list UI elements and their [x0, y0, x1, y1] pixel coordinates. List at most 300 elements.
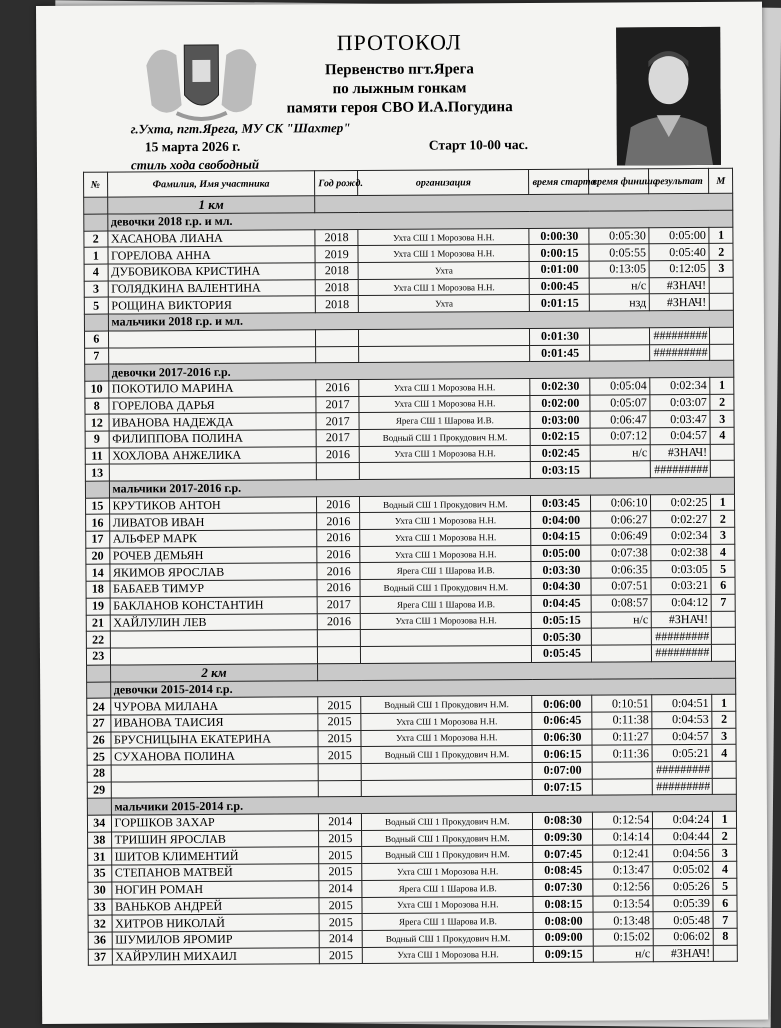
birth-year: 2015 — [319, 914, 362, 931]
organization: Ярега СШ 1 Шарова И.В. — [359, 412, 530, 430]
birth-year: 2017 — [317, 596, 360, 613]
participant-name: РОЧЕВ ДЕМЬЯН — [109, 547, 317, 565]
bib-number: 5 — [84, 298, 108, 315]
bib-number: 31 — [88, 848, 112, 865]
birth-year — [318, 764, 361, 781]
result-cell: #ЗНАЧ! — [650, 277, 710, 294]
start-time-cell: 0:04:15 — [531, 528, 591, 545]
birth-year: 2014 — [319, 814, 362, 831]
results-body — [84, 193, 738, 965]
finish-time-cell: 0:11:38 — [592, 712, 652, 729]
result-cell: 0:03:21 — [651, 578, 711, 595]
finish-time-cell — [592, 645, 652, 662]
finish-time-cell: 0:11:27 — [592, 728, 652, 745]
birth-year: 2015 — [318, 747, 361, 764]
birth-year — [316, 329, 359, 346]
result-cell: 0:04:57 — [651, 427, 711, 444]
start-time-cell: 0:05:15 — [532, 612, 592, 629]
place-cell — [713, 761, 737, 778]
participant-name — [109, 463, 317, 481]
birth-year: 2017 — [316, 429, 359, 446]
participant-name: КРУТИКОВ АНТОН — [109, 496, 317, 514]
group-label: мальчики 2018 г.р. и мл. — [108, 310, 734, 331]
result-cell: ######### — [650, 344, 710, 361]
participant-name: БАБАЕВ ТИМУР — [110, 580, 318, 598]
result-cell: ######### — [653, 778, 713, 795]
start-time-cell: 0:00:15 — [529, 244, 589, 261]
distance-spacer — [84, 197, 108, 214]
group-spacer — [85, 364, 109, 381]
start-time-cell: 0:04:30 — [531, 578, 591, 595]
bib-number: 6 — [84, 331, 108, 348]
birth-year: 2016 — [317, 546, 360, 563]
birth-year: 2014 — [319, 880, 362, 897]
organization: Ухта СШ 1 Морозова Н.Н. — [359, 445, 530, 463]
result-cell: 0:04:12 — [652, 594, 712, 611]
result-cell: #ЗНАЧ! — [652, 611, 712, 628]
bib-number: 12 — [85, 414, 109, 431]
participant-name: ФИЛИППОВА ПОЛИНА — [109, 430, 317, 448]
result-cell: 0:03:47 — [650, 411, 710, 428]
birth-year: 2018 — [315, 263, 358, 280]
organization: Ухта СШ 1 Морозова Н.Н. — [359, 378, 530, 396]
event-date: 15 марта 2026 г. — [144, 138, 241, 155]
start-time-cell: 0:01:30 — [530, 328, 590, 345]
start-time-cell: 0:06:45 — [532, 712, 592, 729]
organization: Ухта — [358, 295, 529, 313]
bib-number: 7 — [85, 348, 109, 365]
participant-name: ШИТОВ КЛИМЕНТИЙ — [111, 847, 319, 865]
bib-number: 19 — [86, 598, 110, 615]
participant-name: ТРИШИН ЯРОСЛАВ — [111, 831, 319, 849]
results-table — [83, 168, 738, 966]
participant-name: ШУМИЛОВ ЯРОМИР — [112, 931, 320, 949]
result-cell: 0:05:00 — [649, 227, 709, 244]
birth-year: 2016 — [317, 530, 360, 547]
participant-name: ГОРЕЛОВА АННА — [108, 246, 316, 264]
participant-name: ХОХЛОВА АНЖЕЛИКА — [109, 446, 317, 464]
participant-name: БАКЛАНОВ КОНСТАНТИН — [110, 597, 318, 615]
finish-time-cell: 0:05:55 — [589, 244, 649, 261]
finish-time-cell: 0:12:54 — [593, 812, 653, 829]
col-result-header: результат — [649, 168, 709, 193]
participant-name: ХАСАНОВА ЛИАНА — [107, 229, 315, 247]
result-cell: #ЗНАЧ! — [651, 444, 711, 461]
organization: Водный СШ 1 Прокудович Н.М. — [361, 746, 532, 764]
place-cell — [713, 778, 737, 795]
document-title: ПРОТОКОЛ — [336, 29, 462, 56]
place-cell: 7 — [711, 594, 735, 611]
organization: Водный СШ 1 Прокудович Н.М. — [361, 696, 532, 714]
bib-number: 2 — [84, 231, 108, 248]
place-cell — [711, 444, 735, 461]
group-label: девочки 2017-2016 г.р. — [108, 360, 734, 381]
organization: Водный СШ 1 Прокудович Н.М. — [360, 495, 531, 513]
finish-time-cell — [592, 628, 652, 645]
organization: Ухта СШ 1 Морозова Н.Н. — [361, 729, 532, 747]
place-cell — [710, 344, 734, 361]
birth-year — [318, 646, 361, 663]
bib-number: 17 — [86, 531, 110, 548]
place-cell: 5 — [713, 878, 737, 895]
place-cell: 3 — [712, 728, 736, 745]
organization — [361, 645, 532, 663]
finish-time-cell: 0:06:27 — [591, 511, 651, 528]
venue: г.Ухта, пгт.Ярега, МУ СК "Шахтер" — [130, 120, 351, 137]
organization: Водный СШ 1 Прокудович Н.М. — [362, 813, 533, 831]
result-cell: 0:05:40 — [649, 244, 709, 261]
birth-year: 2016 — [317, 580, 360, 597]
place-cell: 4 — [711, 544, 735, 561]
result-cell: ######### — [652, 644, 712, 661]
finish-time-cell: 0:08:57 — [592, 595, 652, 612]
finish-time-cell: 0:13:05 — [590, 261, 650, 278]
finish-time-cell: 0:15:02 — [594, 929, 654, 946]
birth-year: 2015 — [319, 897, 362, 914]
participant-name — [110, 630, 318, 648]
start-time-cell: 0:09:00 — [534, 929, 594, 946]
result-cell: 0:02:34 — [650, 377, 710, 394]
organization — [360, 629, 531, 647]
result-cell: 0:04:56 — [653, 845, 713, 862]
organization: Водный СШ 1 Прокудович Н.М. — [359, 428, 530, 446]
birth-year: 2017 — [316, 413, 359, 430]
finish-time-cell: 0:06:47 — [590, 411, 650, 428]
bib-number: 25 — [87, 748, 111, 765]
organization: Ухта СШ 1 Морозова Н.Н. — [360, 545, 531, 563]
finish-time-cell: 0:05:07 — [590, 394, 650, 411]
group-label: мальчики 2017-2016 г.р. — [109, 477, 735, 498]
place-cell: 2 — [713, 828, 737, 845]
result-cell: #ЗНАЧ! — [654, 945, 714, 962]
participant-name: АЛЬФЕР МАРК — [109, 530, 317, 548]
birth-year: 2016 — [317, 446, 360, 463]
participant-name: ИВАНОВА ТАИСИЯ — [110, 714, 318, 732]
result-cell: 0:02:27 — [651, 511, 711, 528]
place-cell: 5 — [711, 561, 735, 578]
organization: Ухта СШ 1 Морозова Н.Н. — [358, 228, 529, 246]
organization: Ухта СШ 1 Морозова Н.Н. — [361, 712, 532, 730]
finish-time-cell: 0:07:12 — [591, 428, 651, 445]
organization: Ярега СШ 1 Шарова И.В. — [362, 913, 533, 931]
start-time-cell: 0:02:15 — [531, 428, 591, 445]
organization: Ярега СШ 1 Шарова И.В. — [360, 562, 531, 580]
distance-label: 1 км — [107, 196, 315, 214]
start-time-cell: 0:08:00 — [534, 912, 594, 929]
place-cell: 4 — [713, 861, 737, 878]
start-time-cell: 0:07:00 — [533, 762, 593, 779]
result-cell: 0:03:07 — [650, 394, 710, 411]
birth-year: 2017 — [316, 396, 359, 413]
col-place-header: М — [709, 168, 733, 193]
birth-year — [317, 463, 360, 480]
birth-year: 2015 — [319, 830, 362, 847]
bib-number: 22 — [86, 631, 110, 648]
participant-name — [111, 780, 319, 798]
start-time-cell: 0:09:30 — [533, 829, 593, 846]
place-cell: 8 — [714, 928, 738, 945]
organization: Ухта СШ 1 Морозова Н.Н. — [358, 245, 529, 263]
organization — [361, 762, 532, 780]
finish-time-cell: 0:12:41 — [593, 845, 653, 862]
result-cell: 0:04:51 — [652, 695, 712, 712]
finish-time-cell: 0:05:04 — [590, 378, 650, 395]
organization: Ухта СШ 1 Морозова Н.Н. — [362, 896, 533, 914]
bib-number: 34 — [87, 815, 111, 832]
birth-year — [319, 780, 362, 797]
bib-number: 29 — [87, 782, 111, 799]
organization: Ухта СШ 1 Морозова Н.Н. — [362, 946, 533, 964]
result-cell: 0:05:39 — [653, 895, 713, 912]
group-label: девочки 2018 г.р. и мл. — [107, 210, 733, 231]
bib-number: 37 — [88, 949, 112, 966]
start-time-cell: 0:08:30 — [533, 812, 593, 829]
place-cell: 1 — [713, 811, 737, 828]
participant-name: ГОРШКОВ ЗАХАР — [111, 814, 319, 832]
place-cell — [711, 461, 735, 478]
birth-year: 2015 — [319, 847, 362, 864]
birth-year: 2019 — [315, 246, 358, 263]
result-cell: ######### — [650, 327, 710, 344]
group-spacer — [84, 314, 108, 331]
bib-number: 8 — [85, 398, 109, 415]
start-time-cell: 0:03:45 — [531, 495, 591, 512]
birth-year: 2016 — [317, 563, 360, 580]
result-cell: 0:02:25 — [651, 494, 711, 511]
finish-time-cell: 0:13:47 — [593, 862, 653, 879]
event-discipline: по лыжным гонкам — [332, 80, 467, 98]
finish-time-cell — [591, 461, 651, 478]
place-cell: 1 — [712, 694, 736, 711]
bib-number: 15 — [86, 498, 110, 515]
place-cell: 3 — [711, 527, 735, 544]
bib-number: 10 — [85, 381, 109, 398]
result-cell: 0:04:53 — [652, 711, 712, 728]
organization: Ухта СШ 1 Морозова Н.Н. — [360, 612, 531, 630]
start-time-cell: 0:01:15 — [530, 295, 590, 312]
organization: Водный СШ 1 Прокудович Н.М. — [362, 929, 533, 947]
bib-number: 23 — [86, 648, 110, 665]
participant-name: ХИТРОВ НИКОЛАЙ — [112, 914, 320, 932]
start-time-cell: 0:09:15 — [534, 946, 594, 963]
participant-name: ХАЙЛУЛИН ЛЕВ — [110, 613, 318, 631]
start-time-cell: 0:06:30 — [532, 729, 592, 746]
place-cell — [710, 294, 734, 311]
finish-time-cell: 0:10:51 — [592, 695, 652, 712]
finish-time-cell: н/с — [594, 945, 654, 962]
place-cell — [714, 945, 738, 962]
result-cell: ######### — [652, 628, 712, 645]
organization: Водный СШ 1 Прокудович Н.М. — [362, 829, 533, 847]
start-time-cell: 0:07:45 — [533, 846, 593, 863]
result-cell: 0:02:38 — [651, 544, 711, 561]
result-cell: 0:03:05 — [651, 561, 711, 578]
organization: Ухта СШ 1 Морозова Н.Н. — [360, 529, 531, 547]
result-cell: 0:04:44 — [653, 828, 713, 845]
bib-number: 32 — [88, 915, 112, 932]
start-time-cell: 0:08:15 — [533, 896, 593, 913]
participant-name: ПОКОТИЛО МАРИНА — [108, 380, 316, 398]
bib-number: 36 — [88, 932, 112, 949]
participant-name — [108, 330, 316, 348]
result-cell: #ЗНАЧ! — [650, 294, 710, 311]
birth-year: 2016 — [317, 513, 360, 530]
birth-year: 2016 — [318, 613, 361, 630]
organization: Водный СШ 1 Прокудович Н.М. — [360, 579, 531, 597]
result-cell: 0:05:21 — [652, 745, 712, 762]
place-cell: 2 — [710, 394, 734, 411]
organization: Ярега СШ 1 Шарова И.В. — [360, 595, 531, 613]
start-time-cell: 0:02:45 — [531, 445, 591, 462]
start-time-cell: 0:07:30 — [533, 879, 593, 896]
finish-time-cell: 0:05:30 — [589, 227, 649, 244]
place-cell — [710, 327, 734, 344]
birth-year: 2015 — [318, 713, 361, 730]
start-time-cell: 0:05:30 — [532, 628, 592, 645]
place-cell: 2 — [711, 511, 735, 528]
place-cell: 6 — [713, 895, 737, 912]
finish-time-cell — [590, 328, 650, 345]
participant-name — [111, 764, 319, 782]
participant-name: СУХАНОВА ПОЛИНА — [111, 747, 319, 765]
start-time-cell: 0:05:45 — [532, 645, 592, 662]
participant-name: ГОРЕЛОВА ДАРЬЯ — [108, 396, 316, 414]
group-label: девочки 2015-2014 г.р. — [110, 678, 736, 699]
result-cell: ######### — [653, 761, 713, 778]
participant-name: БРУСНИЦЫНА ЕКАТЕРИНА — [110, 730, 318, 748]
result-cell: 0:12:05 — [649, 260, 709, 277]
birth-year: 2015 — [319, 864, 362, 881]
bib-number: 16 — [86, 514, 110, 531]
participant-name: НОГИН РОМАН — [111, 881, 319, 899]
participant-name: ЧУРОВА МИЛАНА — [110, 697, 318, 715]
place-cell — [710, 277, 734, 294]
finish-time-cell: н/с — [591, 444, 651, 461]
finish-time-cell: 0:07:38 — [591, 545, 651, 562]
place-cell: 2 — [712, 711, 736, 728]
birth-year: 2018 — [316, 296, 359, 313]
group-spacer — [87, 798, 111, 815]
result-cell: 0:06:02 — [654, 928, 714, 945]
result-cell: 0:05:48 — [653, 912, 713, 929]
birth-year: 2018 — [315, 229, 358, 246]
finish-time-cell — [593, 778, 653, 795]
participant-name — [110, 647, 318, 665]
result-cell: 0:04:24 — [653, 811, 713, 828]
start-time-cell: 0:04:45 — [532, 595, 592, 612]
birth-year: 2016 — [317, 496, 360, 513]
participant-name: ЛИВАТОВ ИВАН — [109, 513, 317, 531]
participant-name: ВАНЬКОВ АНДРЕЙ — [112, 897, 320, 915]
result-cell: 0:04:57 — [652, 728, 712, 745]
protocol-sheet — [36, 2, 768, 1024]
finish-time-cell: 0:07:51 — [591, 578, 651, 595]
place-cell — [712, 644, 736, 661]
organization — [359, 462, 530, 480]
finish-time-cell: 0:12:56 — [593, 879, 653, 896]
finish-time-cell: 0:06:35 — [591, 561, 651, 578]
birth-year — [316, 346, 359, 363]
start-time-cell: 0:05:00 — [531, 545, 591, 562]
birth-year: 2014 — [319, 930, 362, 947]
finish-time-cell: 0:06:10 — [591, 494, 651, 511]
result-cell: ######### — [651, 461, 711, 478]
start-time-cell: 0:02:00 — [530, 395, 590, 412]
participant-name: СТЕПАНОВ МАТВЕЙ — [111, 864, 319, 882]
organization: Ухта СШ 1 Морозова Н.Н. — [362, 863, 533, 881]
bib-number: 13 — [85, 464, 109, 481]
bib-number: 4 — [84, 264, 108, 281]
birth-year: 2015 — [318, 730, 361, 747]
place-cell: 7 — [713, 911, 737, 928]
bib-number: 21 — [86, 615, 110, 632]
distance-spacer — [87, 665, 111, 682]
birth-year: 2016 — [316, 379, 359, 396]
finish-time-cell: нзд — [590, 294, 650, 311]
finish-time-cell — [590, 344, 650, 361]
bib-number: 20 — [86, 548, 110, 565]
finish-time-cell — [593, 762, 653, 779]
finish-time-cell: 0:06:49 — [591, 528, 651, 545]
participant-name: ДУБОВИКОВА КРИСТИНА — [108, 263, 316, 281]
place-cell: 1 — [709, 227, 733, 244]
organization — [361, 779, 532, 797]
col-year-header: Год рожд. — [315, 171, 358, 196]
birth-year: 2015 — [318, 697, 361, 714]
finish-time-cell: 0:13:48 — [593, 912, 653, 929]
bib-number: 3 — [84, 281, 108, 298]
group-spacer — [84, 214, 108, 231]
start-time-cell: 0:06:00 — [532, 695, 592, 712]
event-dedication: памяти героя СВО И.А.Погудина — [286, 99, 513, 117]
organization: Ухта СШ 1 Морозова Н.Н. — [358, 278, 529, 296]
ski-style: стиль хода свободный — [130, 156, 260, 173]
birth-year: 2018 — [315, 279, 358, 296]
start-time-cell: 0:04:00 — [531, 511, 591, 528]
bib-number: 14 — [86, 564, 110, 581]
bib-number: 26 — [87, 732, 111, 749]
bib-number: 35 — [88, 865, 112, 882]
place-cell: 3 — [709, 260, 733, 277]
start-time-cell: 0:03:15 — [531, 461, 591, 478]
place-cell: 1 — [711, 494, 735, 511]
organization — [359, 345, 530, 363]
start-time-cell: 0:03:00 — [530, 411, 590, 428]
start-time-cell: 0:00:30 — [529, 228, 589, 245]
finish-time-cell: 0:13:54 — [593, 895, 653, 912]
bib-number: 30 — [88, 882, 112, 899]
birth-year — [318, 630, 361, 647]
place-cell: 1 — [710, 377, 734, 394]
start-time-cell: 0:06:15 — [533, 745, 593, 762]
result-cell: 0:05:26 — [653, 878, 713, 895]
finish-time-cell: 0:11:36 — [592, 745, 652, 762]
start-time: Старт 10-00 час. — [428, 136, 528, 153]
birth-year: 2015 — [320, 947, 363, 964]
start-time-cell: 0:03:30 — [531, 562, 591, 579]
start-time-cell: 0:01:00 — [530, 261, 590, 278]
col-name-header: Фамилия, Имя участника — [107, 171, 315, 197]
place-cell — [712, 627, 736, 644]
bib-number: 27 — [87, 715, 111, 732]
result-cell: 0:05:02 — [653, 862, 713, 879]
participant-name: ЯКИМОВ ЯРОСЛАВ — [109, 563, 317, 581]
organization: Ухта СШ 1 Морозова Н.Н. — [359, 395, 530, 413]
finish-time-cell: н/с — [592, 611, 652, 628]
participant-name: ГОЛЯДКИНА ВАЛЕНТИНА — [108, 280, 316, 298]
place-cell: 3 — [713, 845, 737, 862]
bib-number: 28 — [87, 765, 111, 782]
